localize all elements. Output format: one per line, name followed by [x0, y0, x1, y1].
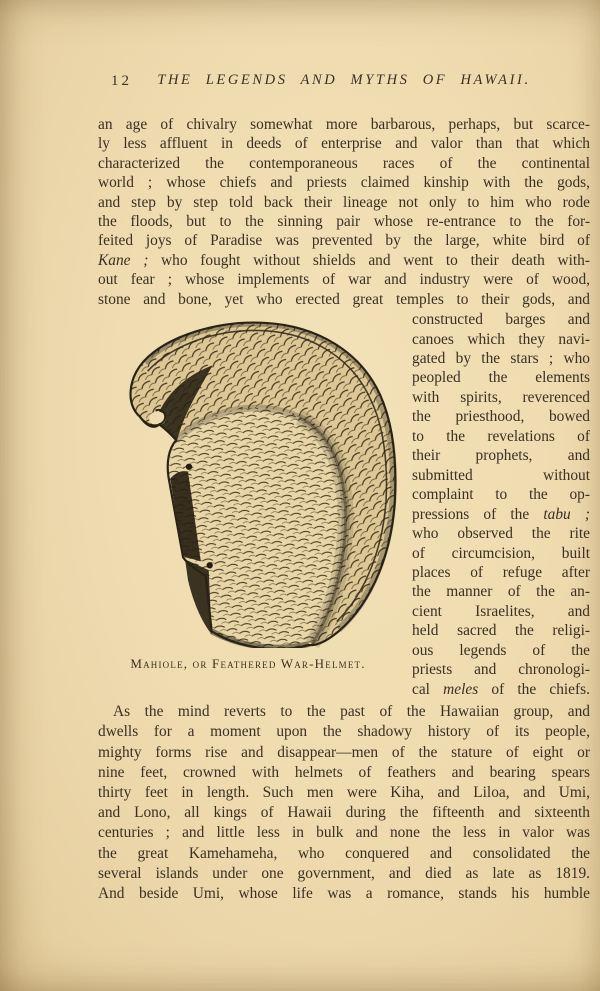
text-line: the manner of the an-	[412, 583, 590, 601]
text-line: places of refuge after	[412, 563, 590, 581]
running-title: THE LEGENDS AND MYTHS OF HAWAII.	[157, 72, 531, 88]
helmet-figure	[98, 310, 412, 699]
text-line	[412, 505, 590, 524]
feathered-war-helmet-illustration	[108, 318, 400, 648]
wrapped-text-column	[412, 310, 590, 699]
text-line: ly less affluent in deeds of enterprise and valor than that which	[98, 135, 590, 153]
text-line: As the mind reverts to the past of the Hawaiian group, and	[113, 703, 590, 721]
text-line: canoes which they navi-	[412, 330, 590, 348]
text-line: dwells for a moment upon the shadowy history of its people,	[98, 723, 590, 741]
italic-word: Kane ;	[98, 251, 149, 269]
text-line: and step by step told back their lineage not only to him who rode	[98, 193, 590, 211]
text-line: priests and chronologi-	[412, 661, 590, 679]
italic-word: tabu ;	[543, 505, 590, 523]
text-line: world ; whose chiefs and priests claimed kinship with the gods,	[98, 174, 590, 192]
text-line: centuries ; and little less in bulk and none the less in valor was	[98, 824, 590, 842]
text-line: of circumcision, built	[412, 544, 590, 562]
figure-caption: Mahiole, or Feathered War-Helmet.	[130, 656, 366, 672]
text-line: cient Israelites, and	[412, 602, 590, 620]
text-line: their prophets, and	[412, 447, 590, 465]
figure-and-text-row	[98, 310, 590, 699]
text-line: thirty feet in length. Such men were Kiha, and Liloa, and Umi,	[98, 783, 590, 801]
text-line: constructed barges and	[412, 311, 590, 329]
italic-word: meles	[443, 680, 479, 698]
text-line: out fear ; whose implements of war and industry were of wood,	[98, 271, 590, 289]
text-line: gated by the stars ; who	[412, 349, 590, 367]
text-line: peopled the elements	[412, 369, 590, 387]
text-line: ous legends of the	[412, 641, 590, 659]
text-line	[98, 251, 590, 270]
text-line: the great Kamehameha, who conquered and consolidated the	[98, 844, 590, 862]
text-line: mighty forms rise and disappear—men of the stature of eight or	[98, 743, 590, 761]
text-line: And beside Umi, whose life was a romance, stands his humble	[98, 884, 590, 902]
line-text: who fought without shields and went to their death with-	[161, 251, 590, 269]
text-line: the floods, but to the sinning pair whose re-entrance to the for-	[98, 213, 590, 231]
text-line: nine feet, crowned with helmets of feathers and bearing spears	[98, 763, 590, 781]
text-line: submitted without	[412, 466, 590, 484]
paragraph-2	[98, 702, 590, 904]
text-line: feited joys of Paradise was prevented by the large, white bird of	[98, 232, 590, 250]
text-line: complaint to the op-	[412, 486, 590, 504]
text-line: with spirits, reverenced	[412, 388, 590, 406]
paragraph-1	[98, 115, 590, 309]
text-line: who observed the rite	[412, 525, 590, 543]
line-text: pressions of the	[412, 505, 530, 523]
text-line: and Lono, all kings of Hawaii during the fifteenth and sixteenth	[98, 804, 590, 822]
text-line: an age of chivalry somewhat more barbarous, perhaps, but scarce-	[98, 116, 590, 133]
line-text: of the chiefs.	[491, 680, 590, 698]
line-text: cal	[412, 680, 430, 698]
text-line: characterized the contemporaneous races of the continental	[98, 154, 590, 172]
text-line: held sacred the religi-	[412, 622, 590, 640]
text-block	[98, 115, 590, 904]
page-header	[98, 72, 590, 94]
page-number: 12	[111, 73, 132, 89]
text-line: to the revelations of	[412, 427, 590, 445]
text-line: the priesthood, bowed	[412, 408, 590, 426]
text-line: stone and bone, yet who erected great temples to their gods, and	[98, 290, 590, 308]
text-line: several islands under one government, and died as late as 1819.	[98, 864, 590, 882]
text-line	[412, 680, 590, 699]
